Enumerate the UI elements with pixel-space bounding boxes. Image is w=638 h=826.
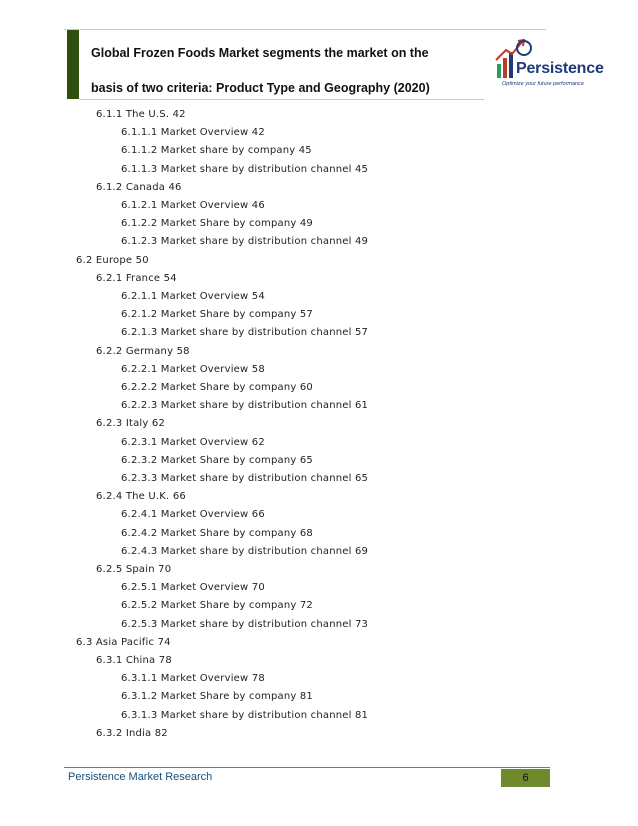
header-divider (79, 99, 484, 100)
toc-entry: 6.3.1 China 78 (96, 655, 172, 666)
toc-entry: 6.3.1.1 Market Overview 78 (121, 673, 265, 685)
toc-entry: 6.1.1 The U.S. 42 (96, 109, 186, 120)
toc-entry: 6.2.1 France 54 (96, 272, 177, 284)
toc-entry: 6.2 Europe 50 (76, 254, 149, 266)
report-title-line-1: Global Frozen Foods Market segments the market on the (91, 46, 429, 60)
toc-entry: 6.1.2.1 Market Overview 46 (121, 200, 265, 211)
toc-entry: 6.2.2.2 Market Share by company 60 (121, 382, 313, 393)
toc-entry: 6.2.3 Italy 62 (96, 418, 166, 430)
toc-entry: 6.2.1.2 Market Share by company 57 (121, 309, 313, 321)
toc-entry: 6.2.3.3 Market share by distribution channel 65 (121, 473, 369, 484)
toc-entry: 6.3.2 India 82 (96, 727, 168, 739)
toc-entry: 6.1.2.3 Market share by distribution channel 49 (121, 236, 369, 248)
toc-entry: 6.1.1.2 Market share by company 45 (121, 145, 312, 157)
company-logo (494, 38, 616, 94)
toc-entry: 6.2.4.2 Market Share by company 68 (121, 527, 313, 539)
toc-entry: 6.2.1.3 Market share by distribution channel 57 (121, 327, 369, 339)
page-number: 6 (501, 769, 550, 787)
toc-entry: 6.2.5 Spain 70 (96, 564, 172, 575)
toc-entry: 6.3.1.3 Market share by distribution channel 81 (121, 709, 369, 721)
logo-tagline: Optimize your future performance (502, 81, 584, 87)
toc-entry: 6.2.2 Germany 58 (96, 345, 190, 357)
toc-entry: 6.2.2.3 Market share by distribution channel 61 (121, 400, 369, 412)
report-title-line-2: basis of two criteria: Product Type and Geography (2020) (91, 81, 430, 95)
footer-company: Persistence Market Research (68, 771, 213, 783)
footer-divider (64, 767, 550, 768)
toc-entry: 6.1.1.3 Market share by distribution channel 45 (121, 163, 369, 175)
toc-entry: 6.3.1.2 Market Share by company 81 (121, 691, 313, 703)
toc-entry: 6.2.3.1 Market Overview 62 (121, 436, 265, 448)
toc-entry: 6.2.4.3 Market share by distribution channel 69 (121, 545, 369, 557)
toc-entry: 6.1.2 Canada 46 (96, 181, 182, 193)
toc-entry: 6.2.5.2 Market Share by company 72 (121, 600, 313, 612)
toc-entry: 6.1.2.2 Market Share by company 49 (121, 218, 313, 230)
toc-entry: 6.2.1.1 Market Overview 54 (121, 291, 265, 302)
toc-entry: 6.2.4 The U.K. 66 (96, 491, 186, 503)
page-header (64, 29, 546, 100)
toc-entry: 6.2.5.3 Market share by distribution channel 73 (121, 618, 369, 630)
toc-entry: 6.2.2.1 Market Overview 58 (121, 363, 265, 375)
header-accent-bar (67, 30, 79, 99)
toc-entry: 6.2.4.1 Market Overview 66 (121, 509, 265, 521)
report-title (91, 36, 491, 106)
toc-entry: 6.2.3.2 Market Share by company 65 (121, 454, 313, 466)
toc-entry: 6.1.1.1 Market Overview 42 (121, 127, 265, 139)
logo-wordmark: Persistence (516, 60, 604, 77)
page-footer (64, 767, 550, 787)
toc-entry: 6.2.5.1 Market Overview 70 (121, 582, 265, 594)
toc-entry: 6.3 Asia Pacific 74 (76, 636, 171, 648)
